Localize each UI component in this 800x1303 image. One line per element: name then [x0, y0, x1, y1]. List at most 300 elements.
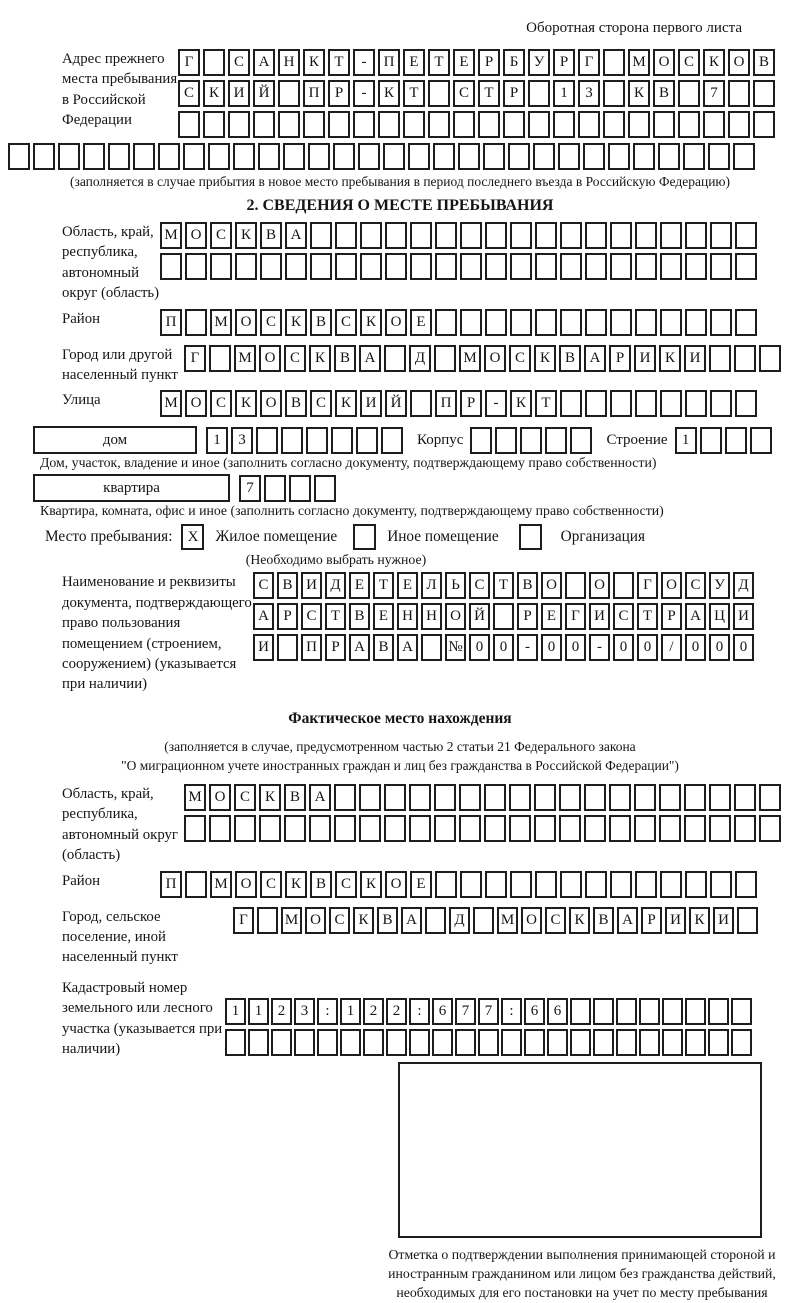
char-cell: У — [528, 49, 550, 76]
char-cell — [684, 784, 706, 811]
inoe-label: Иное помещение — [387, 528, 499, 546]
char-cell — [753, 111, 775, 138]
prev-address-row-3 — [178, 111, 778, 138]
char-cell — [685, 998, 706, 1025]
char-cell: К — [659, 345, 681, 372]
char-cell — [660, 222, 682, 249]
organizatsiya-label: Организация — [560, 528, 646, 546]
char-cell — [409, 1029, 430, 1056]
document-label: Наименование и реквизиты документа, подтверждающего право пользования помещением (строением, сооружением) (указывается при наличии) — [62, 574, 252, 693]
char-cell: 3 — [231, 427, 253, 454]
char-cell — [534, 815, 556, 842]
factual-fields — [0, 784, 800, 1060]
char-cell — [334, 815, 356, 842]
char-cell — [553, 111, 575, 138]
char-cell — [528, 80, 550, 107]
char-cell — [653, 111, 675, 138]
char-cell: Р — [517, 603, 538, 630]
char-cell: 7 — [455, 998, 476, 1025]
char-cell — [533, 143, 555, 170]
char-cell — [410, 222, 432, 249]
char-cell: И — [228, 80, 250, 107]
char-cell — [734, 345, 756, 372]
char-cell: М — [281, 907, 302, 934]
char-cell — [8, 143, 30, 170]
char-cell: А — [285, 222, 307, 249]
char-cell — [635, 390, 657, 417]
char-cell — [559, 784, 581, 811]
char-cell: П — [301, 634, 322, 661]
char-cell — [485, 871, 507, 898]
char-cell: С — [260, 871, 282, 898]
char-cell: : — [501, 998, 522, 1025]
char-cell — [473, 907, 494, 934]
char-cell: Р — [460, 390, 482, 417]
char-cell — [483, 143, 505, 170]
char-cell: Е — [349, 572, 370, 599]
char-cell — [434, 345, 456, 372]
char-cell: Р — [661, 603, 682, 630]
char-cell — [234, 815, 256, 842]
char-cell — [340, 1029, 361, 1056]
char-cell: / — [661, 634, 682, 661]
char-cell: Т — [493, 572, 514, 599]
char-cell — [685, 871, 707, 898]
char-cell — [386, 1029, 407, 1056]
fact-oblast-label: Область, край, республика, автономный округ (область) — [62, 786, 178, 864]
char-cell — [685, 222, 707, 249]
char-cell: А — [401, 907, 422, 934]
char-cell: Т — [535, 390, 557, 417]
char-cell: К — [203, 80, 225, 107]
char-cell: И — [684, 345, 706, 372]
char-cell: С — [509, 345, 531, 372]
document-row-2 — [253, 603, 757, 630]
korpus-label: Корпус — [417, 431, 464, 448]
char-cell: К — [303, 49, 325, 76]
char-cell: О — [185, 222, 207, 249]
char-cell: О — [260, 390, 282, 417]
prev-address-row-4 — [8, 143, 800, 170]
char-cell — [508, 143, 530, 170]
gorod-row — [184, 345, 784, 382]
char-cell — [709, 345, 731, 372]
char-cell: 0 — [733, 634, 754, 661]
char-cell — [178, 111, 200, 138]
char-cell — [570, 1029, 591, 1056]
char-cell: И — [589, 603, 610, 630]
char-cell — [685, 253, 707, 280]
oblast-rows — [160, 222, 760, 304]
char-cell — [309, 815, 331, 842]
char-cell: - — [589, 634, 610, 661]
char-cell: 0 — [493, 634, 514, 661]
char-cell — [608, 143, 630, 170]
char-cell — [434, 784, 456, 811]
char-cell — [478, 111, 500, 138]
char-cell: 0 — [469, 634, 490, 661]
field-document — [0, 572, 800, 694]
fact-raion-label: Район — [62, 872, 101, 889]
char-cell — [503, 111, 525, 138]
char-cell: Р — [277, 603, 298, 630]
char-cell: С — [613, 603, 634, 630]
zhiloe-checkbox: X — [181, 524, 204, 550]
char-cell — [209, 345, 231, 372]
char-cell: С — [210, 390, 232, 417]
char-cell — [459, 815, 481, 842]
char-cell — [184, 815, 206, 842]
char-cell — [356, 427, 378, 454]
char-cell: А — [253, 49, 275, 76]
char-cell: Д — [409, 345, 431, 372]
char-cell: Т — [428, 49, 450, 76]
char-cell — [685, 1029, 706, 1056]
stroenie-label: Строение — [606, 431, 668, 448]
char-cell: О — [259, 345, 281, 372]
char-cell — [459, 784, 481, 811]
document-rows — [253, 572, 757, 694]
char-cell: Р — [478, 49, 500, 76]
char-cell — [660, 309, 682, 336]
char-cell — [708, 1029, 729, 1056]
char-cell: В — [593, 907, 614, 934]
char-cell — [609, 815, 631, 842]
char-cell: 0 — [613, 634, 634, 661]
char-cell — [759, 784, 781, 811]
char-cell — [725, 427, 747, 454]
char-cell: Т — [373, 572, 394, 599]
char-cell: С — [228, 49, 250, 76]
char-cell — [584, 815, 606, 842]
char-cell: - — [485, 390, 507, 417]
char-cell: Т — [328, 49, 350, 76]
char-cell: В — [310, 871, 332, 898]
char-cell: В — [377, 907, 398, 934]
section2-title: 2. СВЕДЕНИЯ О МЕСТЕ ПРЕБЫВАНИЯ — [246, 197, 554, 214]
char-cell: Д — [733, 572, 754, 599]
char-cell: 6 — [432, 998, 453, 1025]
zhiloe-label: Жилое помещение — [215, 528, 338, 546]
prev-address-note: (заполняется в случае прибытия в новое место пребывания в период последнего въезда в Российскую Федерацию) — [69, 174, 731, 189]
char-cell — [409, 784, 431, 811]
char-cell — [709, 815, 731, 842]
factual-title: Фактическое место нахождения — [288, 709, 512, 727]
char-cell — [520, 427, 542, 454]
char-cell — [460, 253, 482, 280]
field-kvartira — [33, 474, 800, 502]
char-cell — [460, 309, 482, 336]
char-cell — [735, 253, 757, 280]
char-cell — [560, 253, 582, 280]
char-cell — [578, 111, 600, 138]
char-cell: Б — [503, 49, 525, 76]
char-cell: 2 — [271, 998, 292, 1025]
char-cell — [335, 253, 357, 280]
char-cell — [585, 309, 607, 336]
prev-address-label: Адрес прежнего места пребывания в Российской Федерации — [62, 51, 178, 129]
char-cell — [378, 111, 400, 138]
char-cell: К — [510, 390, 532, 417]
char-cell: А — [253, 603, 274, 630]
char-cell: 0 — [685, 634, 706, 661]
char-cell — [708, 143, 730, 170]
char-cell: О — [653, 49, 675, 76]
char-cell — [735, 309, 757, 336]
char-cell: 7 — [478, 998, 499, 1025]
char-cell: М — [210, 309, 232, 336]
char-cell: О — [185, 390, 207, 417]
char-cell — [547, 1029, 568, 1056]
char-cell — [570, 427, 592, 454]
char-cell: О — [484, 345, 506, 372]
char-cell: В — [285, 390, 307, 417]
char-cell: Й — [253, 80, 275, 107]
char-cell: Е — [403, 49, 425, 76]
char-cell: 0 — [709, 634, 730, 661]
char-cell — [335, 222, 357, 249]
fact-gorod-row — [233, 907, 761, 964]
char-cell — [360, 253, 382, 280]
char-cell — [403, 111, 425, 138]
char-cell: Т — [637, 603, 658, 630]
char-cell — [610, 871, 632, 898]
char-cell — [616, 1029, 637, 1056]
char-cell — [501, 1029, 522, 1056]
char-cell — [528, 111, 550, 138]
raion-label: Район — [62, 310, 101, 327]
char-cell: В — [653, 80, 675, 107]
ulitsa-label: Улица — [62, 392, 101, 409]
char-cell: Г — [637, 572, 658, 599]
char-cell — [264, 475, 286, 502]
char-cell — [683, 143, 705, 170]
fact-raion-row — [160, 871, 760, 898]
fact-oblast-row-1 — [184, 784, 784, 811]
char-cell — [317, 1029, 338, 1056]
char-cell — [634, 815, 656, 842]
char-cell — [385, 222, 407, 249]
char-cell: А — [617, 907, 638, 934]
char-cell — [603, 80, 625, 107]
char-cell — [678, 80, 700, 107]
char-cell: С — [685, 572, 706, 599]
char-cell: И — [253, 634, 274, 661]
kvartira-note: Квартира, комната, офис и иное (заполнить согласно документу, подтверждающему право собственности) — [40, 503, 664, 519]
char-cell — [409, 815, 431, 842]
char-cell — [185, 253, 207, 280]
char-cell — [735, 871, 757, 898]
char-cell — [435, 309, 457, 336]
char-cell: И — [665, 907, 686, 934]
char-cell — [535, 253, 557, 280]
dom-box: дом — [33, 426, 197, 454]
char-cell: О — [445, 603, 466, 630]
char-cell — [434, 815, 456, 842]
char-cell: М — [184, 784, 206, 811]
char-cell — [660, 253, 682, 280]
char-cell: - — [353, 49, 375, 76]
char-cell: Г — [233, 907, 254, 934]
char-cell — [203, 111, 225, 138]
char-cell: С — [284, 345, 306, 372]
char-cell: К — [689, 907, 710, 934]
char-cell — [160, 253, 182, 280]
char-cell — [248, 1029, 269, 1056]
char-cell — [593, 1029, 614, 1056]
char-cell: Г — [184, 345, 206, 372]
char-cell — [735, 390, 757, 417]
char-cell: М — [234, 345, 256, 372]
char-cell: - — [353, 80, 375, 107]
char-cell: А — [685, 603, 706, 630]
char-cell: В — [277, 572, 298, 599]
char-cell — [635, 222, 657, 249]
char-cell — [678, 111, 700, 138]
char-cell: В — [517, 572, 538, 599]
char-cell: С — [469, 572, 490, 599]
document-row-1 — [253, 572, 757, 599]
char-cell — [585, 871, 607, 898]
char-cell: О — [521, 907, 542, 934]
oblast-row-1 — [160, 222, 760, 249]
prev-address-rows — [178, 49, 778, 142]
char-cell: № — [445, 634, 466, 661]
char-cell — [610, 222, 632, 249]
char-cell — [593, 998, 614, 1025]
char-cell: О — [541, 572, 562, 599]
char-cell — [284, 815, 306, 842]
kadastr-rows — [225, 998, 754, 1060]
char-cell — [710, 309, 732, 336]
char-cell — [208, 143, 230, 170]
char-cell: 1 — [248, 998, 269, 1025]
oblast-label: Область, край, республика, автономный округ (область) — [62, 224, 160, 302]
char-cell — [700, 427, 722, 454]
confirmation-stamp-caption: Отметка о подтверждении выполнения принимающей стороной и иностранным гражданином или лицом без гражданства действий, необходимых для его постановки на учет по месту пребывания — [388, 1246, 776, 1301]
char-cell: С — [545, 907, 566, 934]
char-cell: С — [310, 390, 332, 417]
char-cell — [278, 80, 300, 107]
char-cell: - — [517, 634, 538, 661]
char-cell: У — [709, 572, 730, 599]
char-cell — [435, 871, 457, 898]
char-cell — [610, 390, 632, 417]
char-cell — [635, 309, 657, 336]
char-cell: Й — [469, 603, 490, 630]
char-cell — [660, 390, 682, 417]
char-cell: В — [753, 49, 775, 76]
char-cell: В — [559, 345, 581, 372]
char-cell — [634, 784, 656, 811]
char-cell — [225, 1029, 246, 1056]
char-cell: О — [661, 572, 682, 599]
char-cell — [428, 111, 450, 138]
char-cell: Т — [325, 603, 346, 630]
char-cell: Т — [403, 80, 425, 107]
char-cell: О — [305, 907, 326, 934]
mesto-note: (Необходимо выбрать нужное) — [245, 552, 427, 568]
char-cell — [610, 309, 632, 336]
char-cell: В — [373, 634, 394, 661]
fact-oblast-rows — [184, 784, 784, 866]
char-cell — [425, 907, 446, 934]
char-cell — [210, 253, 232, 280]
char-cell — [559, 815, 581, 842]
char-cell — [428, 80, 450, 107]
factual-note-line1: (заполняется в случае, предусмотренном частью 2 статьи 21 Федерального закона — [164, 738, 636, 754]
char-cell: М — [628, 49, 650, 76]
char-cell: К — [309, 345, 331, 372]
char-cell — [510, 871, 532, 898]
char-cell — [570, 998, 591, 1025]
char-cell: М — [459, 345, 481, 372]
char-cell: К — [235, 390, 257, 417]
char-cell — [158, 143, 180, 170]
char-cell — [535, 309, 557, 336]
kadastr-row-1 — [225, 998, 754, 1025]
char-cell — [609, 784, 631, 811]
char-cell — [709, 784, 731, 811]
char-cell — [659, 815, 681, 842]
char-cell — [728, 111, 750, 138]
char-cell: 2 — [386, 998, 407, 1025]
char-cell: 2 — [363, 998, 384, 1025]
char-cell — [358, 143, 380, 170]
char-cell: К — [285, 309, 307, 336]
char-cell — [478, 1029, 499, 1056]
char-cell — [259, 815, 281, 842]
char-cell: П — [435, 390, 457, 417]
field-dom — [33, 426, 800, 454]
char-cell — [728, 80, 750, 107]
char-cell: О — [235, 309, 257, 336]
char-cell — [260, 253, 282, 280]
char-cell: 1 — [225, 998, 246, 1025]
fact-oblast-row-2 — [184, 815, 784, 842]
char-cell: И — [713, 907, 734, 934]
char-cell: О — [728, 49, 750, 76]
oblast-row-2 — [160, 253, 760, 280]
char-cell — [333, 143, 355, 170]
char-cell: С — [234, 784, 256, 811]
organizatsiya-checkbox — [519, 524, 542, 550]
char-cell: Р — [325, 634, 346, 661]
char-cell — [510, 253, 532, 280]
char-cell: 7 — [703, 80, 725, 107]
char-cell — [289, 475, 311, 502]
char-cell — [560, 871, 582, 898]
char-cell: В — [334, 345, 356, 372]
char-cell — [585, 222, 607, 249]
char-cell: С — [678, 49, 700, 76]
char-cell — [435, 253, 457, 280]
char-cell: Р — [609, 345, 631, 372]
char-cell: Н — [397, 603, 418, 630]
char-cell: Е — [397, 572, 418, 599]
field-fact-oblast — [0, 784, 800, 866]
char-cell: С — [453, 80, 475, 107]
char-cell: К — [360, 871, 382, 898]
char-cell: В — [349, 603, 370, 630]
char-cell: М — [160, 222, 182, 249]
char-cell: К — [378, 80, 400, 107]
char-cell — [271, 1029, 292, 1056]
char-cell: П — [160, 309, 182, 336]
char-cell — [133, 143, 155, 170]
char-cell — [359, 784, 381, 811]
char-cell — [310, 222, 332, 249]
